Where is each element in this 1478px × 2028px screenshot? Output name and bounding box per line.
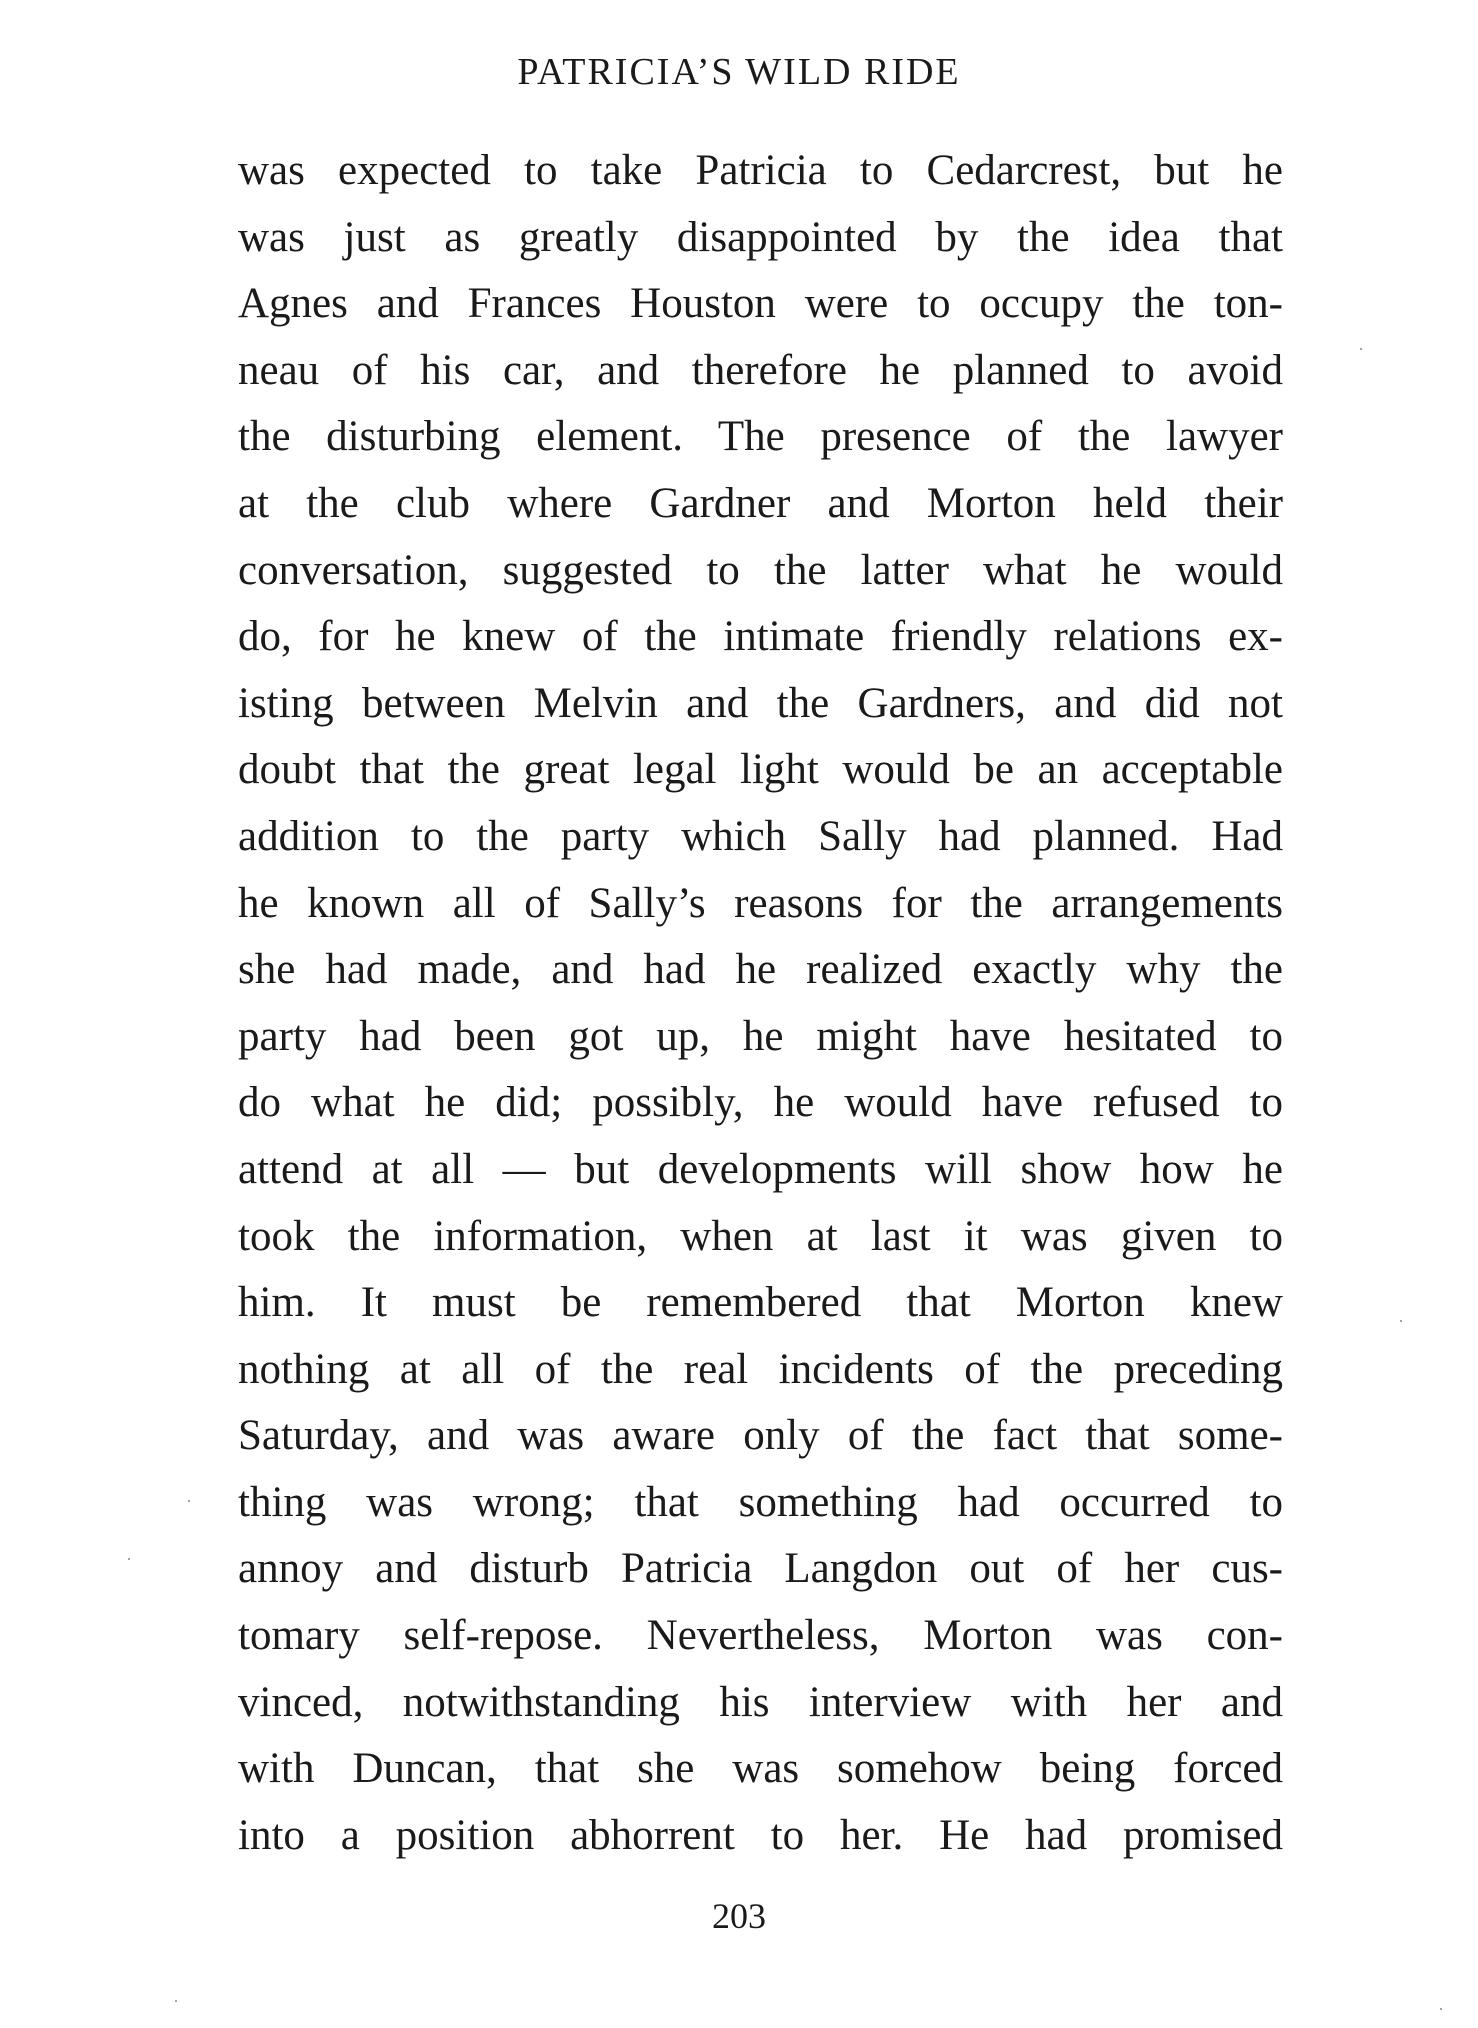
text-line: attend at all — but developments will show how he xyxy=(238,1145,1283,1193)
text-line: Agnes and Frances Houston were to occupy the ton- xyxy=(238,280,1283,328)
text-line: was just as greatly disappointed by the idea that xyxy=(238,213,1283,261)
text-line: annoy and disturb Patricia Langdon out of her cus- xyxy=(238,1545,1283,1593)
text-line: tomary self-repose. Nevertheless, Morton was con- xyxy=(238,1612,1283,1660)
text-line: with Duncan, that she was somehow being forced xyxy=(238,1745,1283,1793)
text-line: Saturday, and was aware only of the fact that some- xyxy=(238,1412,1283,1460)
text-line: was expected to take Patricia to Cedarcrest, but he xyxy=(238,147,1283,194)
paper-speck xyxy=(1440,2008,1442,2010)
running-head: PATRICIA’S WILD RIDE xyxy=(517,51,961,93)
text-line: do, for he knew of the intimate friendly relations ex- xyxy=(238,613,1283,661)
paper-speck xyxy=(128,1558,130,1560)
text-line: neau of his car, and therefore he planned to avoid xyxy=(238,346,1283,394)
body-text xyxy=(238,138,1283,1869)
text-line: do what he did; possibly, he would have refused to xyxy=(238,1079,1283,1127)
text-line: into a position abhorrent to her. He had promised xyxy=(238,1811,1283,1859)
paper-speck xyxy=(175,2000,177,2002)
page-number: 203 xyxy=(712,1896,766,1936)
text-line: she had made, and had he realized exactly why the xyxy=(238,946,1283,994)
text-line: addition to the party which Sally had planned. Had xyxy=(238,812,1283,860)
text-line: took the information, when at last it was given to xyxy=(238,1212,1283,1260)
text-line: at the club where Gardner and Morton held their xyxy=(238,479,1283,527)
text-line: isting between Melvin and the Gardners, and did not xyxy=(238,679,1283,727)
paper-speck xyxy=(188,1500,190,1502)
text-line: nothing at all of the real incidents of the preceding xyxy=(238,1345,1283,1393)
paper-speck xyxy=(1360,348,1362,350)
text-line: he known all of Sally’s reasons for the arrangements xyxy=(238,879,1283,927)
text-line: him. It must be remembered that Morton knew xyxy=(238,1279,1283,1327)
text-line: doubt that the great legal light would be an acceptable xyxy=(238,746,1283,794)
text-line: vinced, notwithstanding his interview with her and xyxy=(238,1678,1283,1726)
text-line: thing was wrong; that something had occurred to xyxy=(238,1478,1283,1526)
text-line: conversation, suggested to the latter what he would xyxy=(238,546,1283,594)
paper-speck xyxy=(1400,1320,1402,1322)
text-line: the disturbing element. The presence of the lawyer xyxy=(238,413,1283,461)
text-line: party had been got up, he might have hesitated to xyxy=(238,1012,1283,1060)
